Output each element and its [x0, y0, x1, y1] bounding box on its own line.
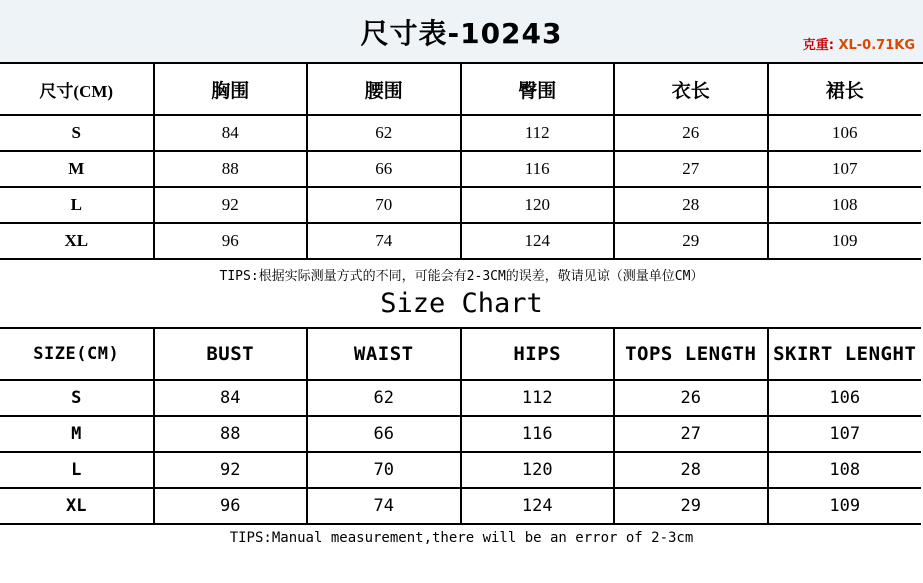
- cell-size: M: [0, 151, 154, 187]
- size-table-english: [0, 327, 921, 525]
- column-header-tops-length: TOPS LENGTH: [614, 328, 768, 380]
- table-row: [0, 223, 921, 259]
- cell-size: S: [0, 115, 154, 151]
- cell-tops-length: 29: [614, 223, 768, 259]
- cell-tops-length: 27: [614, 151, 768, 187]
- cell-bust: 92: [154, 452, 308, 488]
- column-header-waist: WAIST: [307, 328, 461, 380]
- cell-size: M: [0, 416, 154, 452]
- cell-hips: 124: [461, 223, 615, 259]
- cell-hips: 116: [461, 151, 615, 187]
- tips-english: TIPS:Manual measurement,there will be an error of 2-3cm: [229, 530, 694, 546]
- cell-tops-length: 28: [614, 187, 768, 223]
- column-header-skirt-length: 裙长: [768, 64, 922, 115]
- table-row: [0, 115, 921, 151]
- tips-chinese: TIPS:根据实际测量方式的不同，可能会有2-3CM的误差，敬请见谅（测量单位CM）: [219, 269, 704, 284]
- cell-hips: 120: [461, 187, 615, 223]
- cell-tops-length: 26: [614, 115, 768, 151]
- garment-weight-note: [803, 34, 915, 53]
- weight-label: 克重:: [802, 38, 834, 53]
- cell-waist: 70: [307, 452, 461, 488]
- column-header-hips: HIPS: [461, 328, 615, 380]
- cell-waist: 66: [307, 151, 461, 187]
- cell-skirt-length: 108: [768, 452, 922, 488]
- table-row: [0, 416, 921, 452]
- weight-value: XL-0.71KG: [838, 38, 915, 53]
- cell-hips: 116: [461, 416, 615, 452]
- column-header-hips: 臀围: [461, 64, 615, 115]
- table-row: [0, 151, 921, 187]
- cell-bust: 96: [154, 488, 308, 524]
- cell-tops-length: 26: [614, 380, 768, 416]
- table-header-row: [0, 64, 921, 115]
- cell-bust: 88: [154, 151, 308, 187]
- cell-skirt-length: 106: [768, 380, 922, 416]
- column-header-size: SIZE(CM): [0, 328, 154, 380]
- cell-bust: 92: [154, 187, 308, 223]
- table-header-row: [0, 328, 921, 380]
- cell-hips: 124: [461, 488, 615, 524]
- cell-size: S: [0, 380, 154, 416]
- cell-bust: 84: [154, 380, 308, 416]
- column-header-size: 尺寸(CM): [0, 64, 154, 115]
- cell-size: L: [0, 452, 154, 488]
- size-chart-heading: Size Chart: [380, 288, 543, 319]
- cell-waist: 62: [307, 380, 461, 416]
- cell-tops-length: 28: [614, 452, 768, 488]
- column-header-skirt-length: SKIRT LENGHT: [768, 328, 922, 380]
- cell-hips: 120: [461, 452, 615, 488]
- cell-skirt-length: 106: [768, 115, 922, 151]
- table-row: [0, 488, 921, 524]
- cell-size: XL: [0, 223, 154, 259]
- header-band: [0, 0, 923, 64]
- column-header-waist: 腰围: [307, 64, 461, 115]
- cell-bust: 96: [154, 223, 308, 259]
- cell-skirt-length: 107: [768, 416, 922, 452]
- cell-waist: 62: [307, 115, 461, 151]
- cell-skirt-length: 107: [768, 151, 922, 187]
- cell-bust: 84: [154, 115, 308, 151]
- cell-waist: 74: [307, 488, 461, 524]
- column-header-bust: 胸围: [154, 64, 308, 115]
- column-header-tops-length: 衣长: [614, 64, 768, 115]
- column-header-bust: BUST: [154, 328, 308, 380]
- page-title: 尺寸表-10243: [360, 17, 563, 50]
- cell-tops-length: 29: [614, 488, 768, 524]
- table-row: [0, 452, 921, 488]
- cell-waist: 66: [307, 416, 461, 452]
- cell-skirt-length: 108: [768, 187, 922, 223]
- cell-hips: 112: [461, 380, 615, 416]
- cell-skirt-length: 109: [768, 488, 922, 524]
- table-row: [0, 380, 921, 416]
- cell-size: L: [0, 187, 154, 223]
- cell-hips: 112: [461, 115, 615, 151]
- cell-size: XL: [0, 488, 154, 524]
- cell-waist: 74: [307, 223, 461, 259]
- table-row: [0, 187, 921, 223]
- cell-skirt-length: 109: [768, 223, 922, 259]
- size-table-chinese: [0, 64, 921, 260]
- cell-bust: 88: [154, 416, 308, 452]
- cell-tops-length: 27: [614, 416, 768, 452]
- cell-waist: 70: [307, 187, 461, 223]
